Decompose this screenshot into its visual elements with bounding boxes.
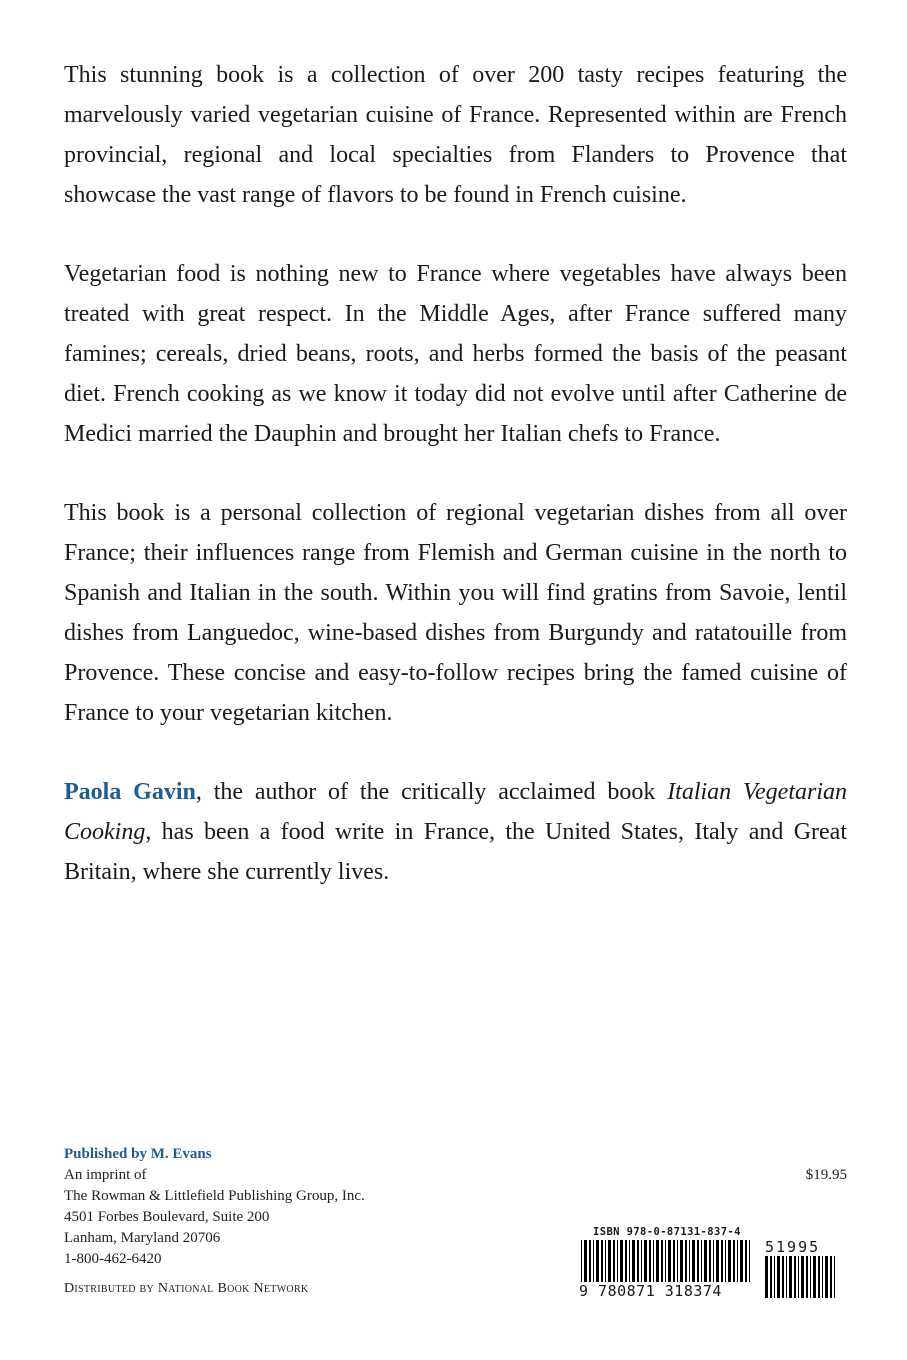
barcode-bar [801, 1256, 804, 1298]
barcode-bar [709, 1240, 711, 1282]
barcode-bar [716, 1240, 719, 1282]
barcode-bar [661, 1240, 663, 1282]
barcode-bar [629, 1240, 630, 1282]
barcode-bar [830, 1256, 832, 1298]
barcode-bar [677, 1240, 678, 1282]
barcode-bar [701, 1240, 702, 1282]
barcode-bar [740, 1240, 743, 1282]
price-label: $19.95 [805, 1167, 847, 1183]
barcode-bar [825, 1256, 828, 1298]
barcode-bar [584, 1240, 587, 1282]
barcode-bar [596, 1240, 599, 1282]
barcode-bar [625, 1240, 627, 1282]
barcode-bar [668, 1240, 671, 1282]
barcode-bar [813, 1256, 816, 1298]
barcode-bar [770, 1256, 772, 1298]
barcode-bar [632, 1240, 635, 1282]
barcode-bar [692, 1240, 695, 1282]
imprint-line: An imprint of [64, 1167, 147, 1183]
barcode-bar [605, 1240, 606, 1282]
barcode-bar [601, 1240, 603, 1282]
publisher-group: The Rowman & Littlefield Publishing Group, Inc. [64, 1188, 365, 1204]
barcode-bar [581, 1240, 582, 1282]
barcode [579, 1226, 847, 1302]
barcode-bar [733, 1240, 735, 1282]
barcode-bar [777, 1256, 780, 1298]
barcode-bar [685, 1240, 687, 1282]
publisher-street: 4501 Forbes Boulevard, Suite 200 [64, 1209, 270, 1225]
barcode-bar [680, 1240, 683, 1282]
distributor-line: Distributed by National Book Network [64, 1281, 309, 1296]
barcode-bar [725, 1240, 726, 1282]
barcode-bar [737, 1240, 738, 1282]
barcode-bar [810, 1256, 811, 1298]
barcode-bar [697, 1240, 699, 1282]
barcode-bar [834, 1256, 835, 1298]
barcode-bar [613, 1240, 615, 1282]
book-title: Italian Vegetarian Cooking [64, 779, 848, 845]
barcode-bar [728, 1240, 731, 1282]
author-bio-paragraph [64, 772, 847, 892]
barcode-bar [786, 1256, 787, 1298]
barcode-bar [806, 1256, 808, 1298]
barcode-digits: 9 780871 318374 [579, 1282, 722, 1300]
barcode-bar [673, 1240, 675, 1282]
barcode-bar [593, 1240, 594, 1282]
barcode-bar [653, 1240, 654, 1282]
isbn-label: ISBN 978-0-87131-837-4 [593, 1226, 741, 1238]
publisher-info [64, 1144, 365, 1270]
barcode-bar [822, 1256, 823, 1298]
isbn-barcode-bars [579, 1240, 755, 1284]
author-name: Paola Gavin [64, 779, 196, 805]
barcode-bar [765, 1256, 768, 1298]
description-paragraph-2: Vegetarian food is nothing new to France where vegetables have always been treated with great respect. In the Middle Ages, after France suffered many famines; cereals, dried beans, roots, and herbs formed the basis of the peasant diet. French cooking as we know it today did not evolve until after Catherine de Medici married the Dauphin and brought her Italian chefs to France. [64, 261, 847, 447]
barcode-bar [620, 1240, 623, 1282]
barcode-bar [789, 1256, 792, 1298]
barcode-bar [644, 1240, 647, 1282]
barcode-bar [798, 1256, 799, 1298]
addon-barcode-bars [763, 1256, 839, 1300]
barcode-bar [704, 1240, 707, 1282]
barcode-bar [794, 1256, 796, 1298]
barcode-bar [641, 1240, 642, 1282]
bio-text-1: , the author of the critically acclaimed book [195, 779, 668, 805]
addon-code: 51995 [765, 1238, 821, 1256]
bio-text-2: , has been a food write in France, the United States, Italy and Great Britain, where she currently lives. [64, 819, 847, 885]
barcode-bar [782, 1256, 784, 1298]
barcode-bar [589, 1240, 591, 1282]
barcode-bar [745, 1240, 747, 1282]
barcode-bar [818, 1256, 820, 1298]
published-by: Published by M. Evans [64, 1146, 212, 1162]
barcode-bar [637, 1240, 639, 1282]
description-paragraph-3: This book is a personal collection of regional vegetarian dishes from all over France; their influences range from Flemish and German cuisine in the north to Spanish and Italian in the south. Within you will find gratins from Savoie, lentil dishes from Languedoc, wine-based dishes from Burgundy and ratatouille from Provence. These concise and easy-to-follow recipes bring the famed cuisine of France to your vegetarian kitchen. [64, 500, 847, 726]
barcode-bar [665, 1240, 666, 1282]
barcode-bar [774, 1256, 775, 1298]
barcode-bar [713, 1240, 714, 1282]
barcode-bar [649, 1240, 651, 1282]
barcode-bar [689, 1240, 690, 1282]
publisher-phone: 1-800-462-6420 [64, 1251, 162, 1267]
barcode-bar [617, 1240, 618, 1282]
barcode-bar [656, 1240, 659, 1282]
barcode-bar [721, 1240, 723, 1282]
barcode-bar [749, 1240, 750, 1282]
barcode-bar [608, 1240, 611, 1282]
description-paragraph-1: This stunning book is a collection of over 200 tasty recipes featuring the marvelously varied vegetarian cuisine of France. Represented within are French provincial, regional and local specialties from Flanders to Provence that showcase the vast range of flavors to be found in French cuisine. [64, 62, 847, 208]
publisher-city: Lanham, Maryland 20706 [64, 1230, 221, 1246]
